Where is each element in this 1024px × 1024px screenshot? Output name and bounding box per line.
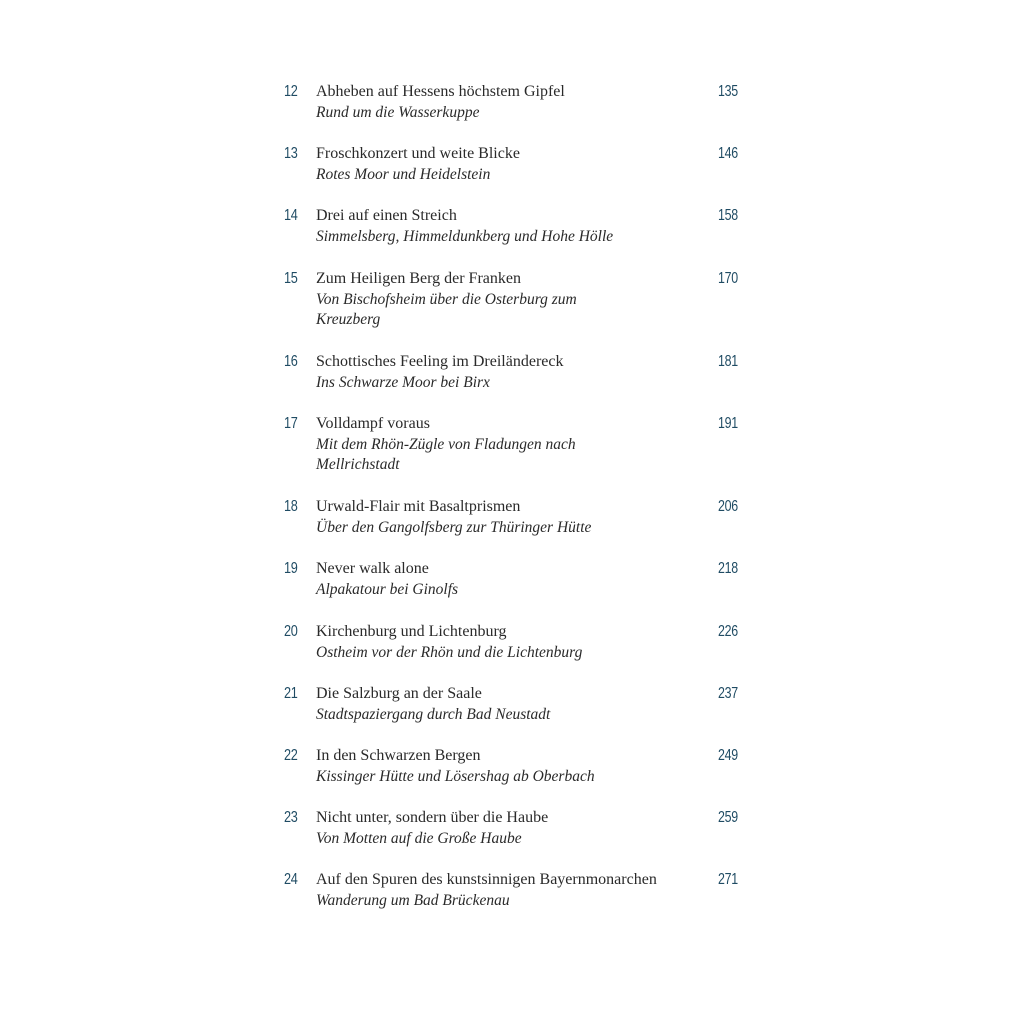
toc-entry[interactable]	[284, 143, 744, 205]
toc-entry[interactable]	[284, 683, 744, 745]
chapter-subtitle: Ins Schwarze Moor bei Birx	[316, 373, 490, 391]
page-number: 259	[718, 809, 738, 827]
toc-entry[interactable]	[284, 621, 744, 683]
chapter-number: 13	[284, 145, 298, 163]
chapter-number: 24	[284, 871, 298, 889]
chapter-number: 23	[284, 809, 298, 827]
page-number: 191	[718, 414, 738, 432]
chapter-title: Schottisches Feeling im Dreiländereck	[316, 352, 564, 370]
toc-entry[interactable]	[284, 807, 744, 869]
chapter-number: 21	[284, 684, 298, 702]
table-of-contents	[284, 81, 744, 931]
page-number: 226	[718, 622, 738, 640]
chapter-subtitle: Von Motten auf die Große Haube	[316, 830, 522, 848]
chapter-number: 22	[284, 746, 298, 764]
chapter-subtitle: Wanderung um Bad Brückenau	[316, 892, 510, 910]
chapter-title: Abheben auf Hessens höchstem Gipfel	[316, 83, 565, 100]
chapter-subtitle: Alpakatour bei Ginolfs	[316, 581, 459, 599]
chapter-subtitle: Von Bischofsheim über die Osterburg zum Kreuzberg	[316, 290, 577, 329]
chapter-subtitle: Simmelsberg, Himmeldunkberg und Hohe Hölle	[316, 228, 614, 246]
chapter-subtitle: Ostheim vor der Rhön und die Lichtenburg	[316, 643, 583, 661]
chapter-title: Never walk alone	[316, 560, 429, 578]
chapter-number: 15	[284, 269, 298, 287]
chapter-title: Urwald-Flair mit Basaltprismen	[316, 498, 521, 516]
chapter-subtitle: Kissinger Hütte und Lösershag ab Oberbach	[316, 767, 595, 785]
chapter-number: 16	[284, 352, 298, 370]
toc-entry[interactable]	[284, 351, 744, 413]
toc-entry[interactable]	[284, 869, 744, 931]
chapter-number: 20	[284, 622, 298, 640]
toc-entry[interactable]	[284, 413, 744, 496]
chapter-title: Die Salzburg an der Saale	[316, 684, 482, 702]
chapter-title: Volldampf voraus	[316, 414, 430, 432]
chapter-number: 12	[284, 83, 298, 100]
chapter-title: Zum Heiligen Berg der Franken	[316, 269, 521, 287]
page-number: 135	[718, 83, 738, 100]
page-number: 146	[718, 145, 738, 163]
chapter-title: Auf den Spuren des kunstsinnigen Bayernmonarchen	[316, 871, 657, 889]
chapter-number: 14	[284, 207, 298, 225]
chapter-title: Froschkonzert und weite Blicke	[316, 145, 520, 163]
chapter-subtitle: Stadtspaziergang durch Bad Neustadt	[316, 705, 551, 723]
toc-entry[interactable]	[284, 268, 744, 351]
toc-entry[interactable]	[284, 558, 744, 620]
page-number: 249	[718, 746, 738, 764]
chapter-title: In den Schwarzen Bergen	[316, 746, 481, 764]
page-number: 181	[718, 352, 738, 370]
page-number: 237	[718, 684, 738, 702]
page-number: 206	[718, 498, 738, 516]
chapter-subtitle: Rund um die Wasserkuppe	[316, 104, 480, 121]
chapter-number: 17	[284, 414, 298, 432]
chapter-title: Drei auf einen Streich	[316, 207, 457, 225]
page-number: 170	[718, 269, 738, 287]
chapter-title: Kirchenburg und Lichtenburg	[316, 622, 507, 640]
page-number: 158	[718, 207, 738, 225]
toc-entry[interactable]	[284, 81, 744, 143]
chapter-subtitle: Mit dem Rhön-Zügle von Fladungen nach Mellrichstadt	[316, 435, 576, 474]
chapter-number: 19	[284, 560, 298, 578]
chapter-title: Nicht unter, sondern über die Haube	[316, 809, 549, 827]
page-number: 271	[718, 871, 738, 889]
toc-entry[interactable]	[284, 745, 744, 807]
chapter-subtitle: Rotes Moor und Heidelstein	[316, 166, 491, 184]
toc-entry[interactable]	[284, 496, 744, 558]
page-number: 218	[718, 560, 738, 578]
toc-entry[interactable]	[284, 205, 744, 267]
chapter-subtitle: Über den Gangolfsberg zur Thüringer Hütte	[316, 519, 592, 537]
chapter-number: 18	[284, 498, 298, 516]
